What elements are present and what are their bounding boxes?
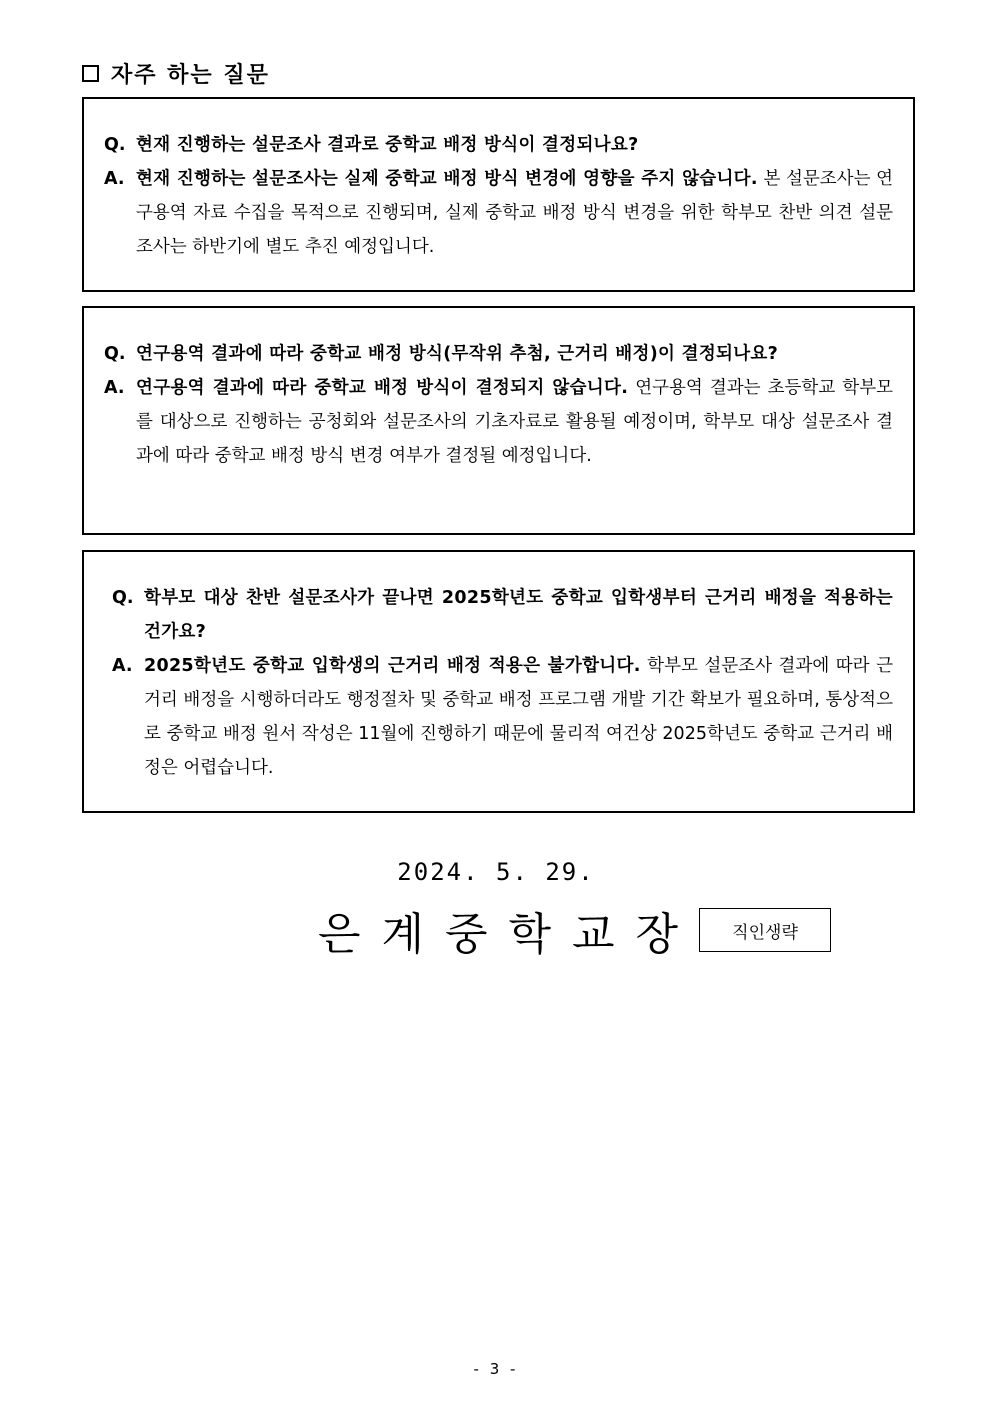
faq-box-1 [82,97,915,292]
seal-omitted-box: 직인생략 [699,908,831,952]
section-heading [82,58,270,89]
checkbox-square-icon [82,65,99,82]
question-marker: Q. [104,135,126,155]
answer-marker: A. [104,169,125,189]
answer-marker: A. [112,656,133,676]
faq-box-2 [82,306,915,535]
document-date: 2024. 5. 29. [397,858,595,886]
answer-body-text: 학부모 설문조사 결과에 따라 근거리 배정을 시행하더라도 행정절차 및 중학교 배정 프로그램 개발 기간 확보가 필요하며, 통상적으로 중학교 배정 원서 작성은 11월에 진행하기 때문에 물리적 여건상 2025학년도 중학교 근거리 배정은 어렵습니다. [144,656,893,778]
page-number: - 3 - [473,1360,519,1378]
question-marker: Q. [104,344,126,364]
question-text: 현재 진행하는 설문조사 결과로 중학교 배정 방식이 결정되나요? [136,135,639,155]
faq-box-3 [82,550,915,813]
answer-bold-text: 연구용역 결과에 따라 중학교 배정 방식이 결정되지 않습니다. [136,378,629,398]
section-title-text: 자주 하는 질문 [111,63,270,88]
faq-answer [112,649,893,785]
faq-answer [104,371,893,473]
signature-block [318,898,831,962]
faq-question [112,581,893,649]
question-text: 연구용역 결과에 따라 중학교 배정 방식(무작위 추첨, 근거리 배정)이 결정되나요? [136,344,779,364]
faq-question [104,128,893,162]
answer-body-text: 본 설문조사는 연구용역 자료 수집을 목적으로 진행되며, 실제 중학교 배정 방식 변경을 위한 학부모 찬반 의견 설문조사는 하반기에 별도 추진 예정입니다. [136,169,893,257]
question-text: 학부모 대상 찬반 설문조사가 끝나면 2025학년도 중학교 입학생부터 근거리 배정을 적용하는 건가요? [144,588,893,642]
principal-title: 은계중학교장 [318,909,700,960]
question-marker: Q. [112,588,134,608]
faq-question [104,337,893,371]
faq-answer [104,162,893,264]
answer-marker: A. [104,378,125,398]
answer-body-text: 연구용역 결과는 초등학교 학부모를 대상으로 진행하는 공청회와 설문조사의 기초자료로 활용될 예정이며, 학부모 대상 설문조사 결과에 따라 중학교 배정 방식 변경 여부가 결정될 예정입니다. [136,378,894,466]
answer-bold-text: 2025학년도 중학교 입학생의 근거리 배정 적용은 불가합니다. [144,656,641,676]
answer-bold-text: 현재 진행하는 설문조사는 실제 중학교 배정 방식 변경에 영향을 주지 않습니다. [136,169,758,189]
